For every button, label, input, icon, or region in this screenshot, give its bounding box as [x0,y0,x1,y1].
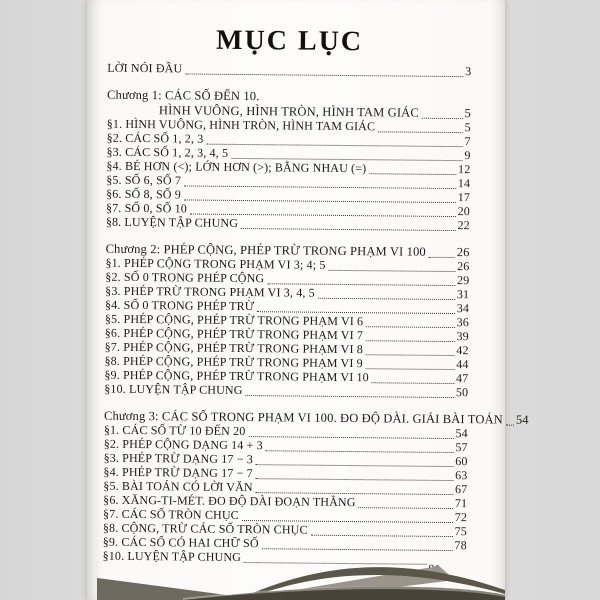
toc-entry-row [104,383,468,400]
entry-page-number: 54 [455,426,468,441]
entry-page-number: 44 [456,357,469,372]
dot-leader [378,131,462,133]
entry-page-number: 22 [457,218,470,233]
dot-leader [422,118,463,119]
entry-label: §7. PHÉP CỘNG, PHÉP TRỪ TRONG PHẠM VI 8 [104,339,364,357]
dot-leader [311,535,453,537]
entry-label: §9. PHÉP CỘNG, PHÉP TRỪ TRONG PHẠM VI 10 [104,367,369,385]
chapter-list [102,87,529,567]
chapter-block-1 [106,88,471,233]
dot-leader [246,395,454,398]
dot-leader [366,354,454,356]
entry-page-number: 29 [456,273,470,288]
entry-label: §8. PHÉP CỘNG, PHÉP TRỪ TRONG PHẠM VI 9 [104,353,363,371]
chapter-block-3 [102,408,529,567]
entry-label: §5. SỐ 6, SỐ 7 [106,172,182,188]
dot-leader [241,228,455,231]
cover-swoosh-art [87,554,505,600]
entry-page-number: 26 [457,259,470,274]
dot-leader [366,368,454,370]
entry-label: §3. CÁC SỐ 1, 2, 3, 4, 5 [106,144,229,160]
entry-page-number: 75 [454,524,467,539]
entry-label: §4. BÉ HƠN (<); LỚN HƠN (>); BẰNG NHAU (=) [106,158,367,176]
front-matter-row [107,62,471,79]
entry-page-number: 36 [456,315,469,330]
entry-page-number: 39 [456,329,469,344]
entry-label: §9. CÁC SỐ CÓ HAI CHỮ SỐ [102,534,259,551]
entry-label: §4. PHÉP TRỪ DẠNG 17 − 7 [103,464,253,481]
entry-label: §8. CỘNG, TRỪ CÁC SỐ TRÒN CHỤC [102,520,308,537]
entry-page-number: 63 [455,468,468,483]
entry-page-number: 60 [455,454,468,469]
entry-label: §7. SỐ 0, SỐ 10 [105,200,188,216]
entry-page-number: 42 [456,343,469,358]
entry-label: §5. PHÉP CỘNG, PHÉP TRỪ TRONG PHẠM VI 6 [104,311,364,329]
toc-content [102,0,529,567]
entry-label: §6. XĂNG-TI-MÉT. ĐO ĐỘ DÀI ĐOẠN THẲNG [103,492,356,510]
entry-label: §1. PHÉP CỘNG TRONG PHẠM VI 3; 4; 5 [105,255,326,272]
dot-leader [429,257,455,258]
dot-leader [369,173,456,175]
entry-page-number: 71 [454,496,468,511]
entry-label: §4. SỐ 0 TRONG PHÉP TRỪ [105,297,255,314]
front-matter-label: LỜI NÓI ĐẦU [107,60,183,76]
entry-page-number: 5 [464,106,471,121]
entry-label: Chương 2: PHÉP CỘNG, PHÉP TRỪ TRONG PHẠM VI 100 [105,241,426,259]
book-toc-page [87,0,529,600]
entry-label: §7. CÁC SỐ TRÒN CHỤC [103,506,239,522]
entry-page-number: 31 [456,287,470,302]
entry-page-number: 5 [464,120,471,135]
entry-page-number: 78 [454,538,467,553]
page-title: MỤC LỤC [215,24,364,58]
entry-label: §10. LUYỆN TẬP CHUNG [102,548,242,565]
entry-label: §6. SỐ 8, SỐ 9 [106,186,181,202]
entry-page-number: 12 [458,162,471,177]
entry-page-number: 47 [456,371,469,386]
entry-page-number: 20 [457,204,471,219]
entry-page-number: 50 [455,385,469,400]
entry-page-number: 9 [464,148,471,163]
entry-label: §5. BÀI TOÁN CÓ LỜI VĂN [103,478,253,495]
entry-page-number: 57 [455,440,468,455]
dot-leader [372,382,454,384]
entry-page-number: 26 [456,245,470,260]
dot-leader [318,298,455,300]
entry-page-number: 7 [464,134,471,149]
entry-label: Chương 1: CÁC SỐ ĐẾN 10. [107,87,260,104]
front-matter-page: 3 [465,64,472,79]
entry-page-number: 14 [457,176,471,191]
entry-label: §1. HÌNH VUÔNG, HÌNH TRÒN, HÌNH TAM GIÁC [106,116,376,134]
toc-entry-row [106,216,470,233]
entry-page-number: 54 [515,412,529,427]
entry-label: §2. SỐ 0 TRONG PHÉP CỘNG [105,269,265,286]
entry-label: §3. PHÉP TRỪ TRONG PHẠM VI 3, 4, 5 [105,283,315,300]
entry-label: §8. LUYỆN TẬP CHUNG [105,214,239,230]
entry-page-number: 17 [457,190,471,205]
entry-label: HÌNH VUÔNG, HÌNH TRÒN, HÌNH TAM GIÁC [158,103,419,120]
entry-label: §2. CÁC SỐ 1, 2, 3 [106,130,204,146]
dot-leader [506,425,514,426]
dot-leader [366,340,454,342]
entry-page-number: 72 [454,510,468,525]
dot-leader [185,73,463,77]
entry-label: §3. PHÉP TRỪ DẠNG 17 − 3 [103,450,254,467]
entry-label: Chương 3: CÁC SỐ TRONG PHẠM VI 100. ĐO ĐỘ DÀI. GIẢI BÀI TOÁN [103,408,503,427]
chapter-block-2 [104,242,469,400]
entry-label: §6. PHÉP CỘNG, PHÉP TRỪ TRONG PHẠM VI 7 [104,325,364,343]
entry-label: §1. CÁC SỐ TỪ 10 ĐẾN 20 [103,422,246,439]
dot-leader [328,270,455,272]
entry-label: §10. LUYỆN TẬP CHUNG [104,381,243,398]
entry-page-number: 67 [454,482,468,497]
entry-page-number: 34 [456,301,470,316]
entry-label: §2. PHÉP CỘNG DẠNG 14 + 3 [103,436,263,453]
dot-leader [359,507,453,509]
dot-leader [366,326,454,328]
